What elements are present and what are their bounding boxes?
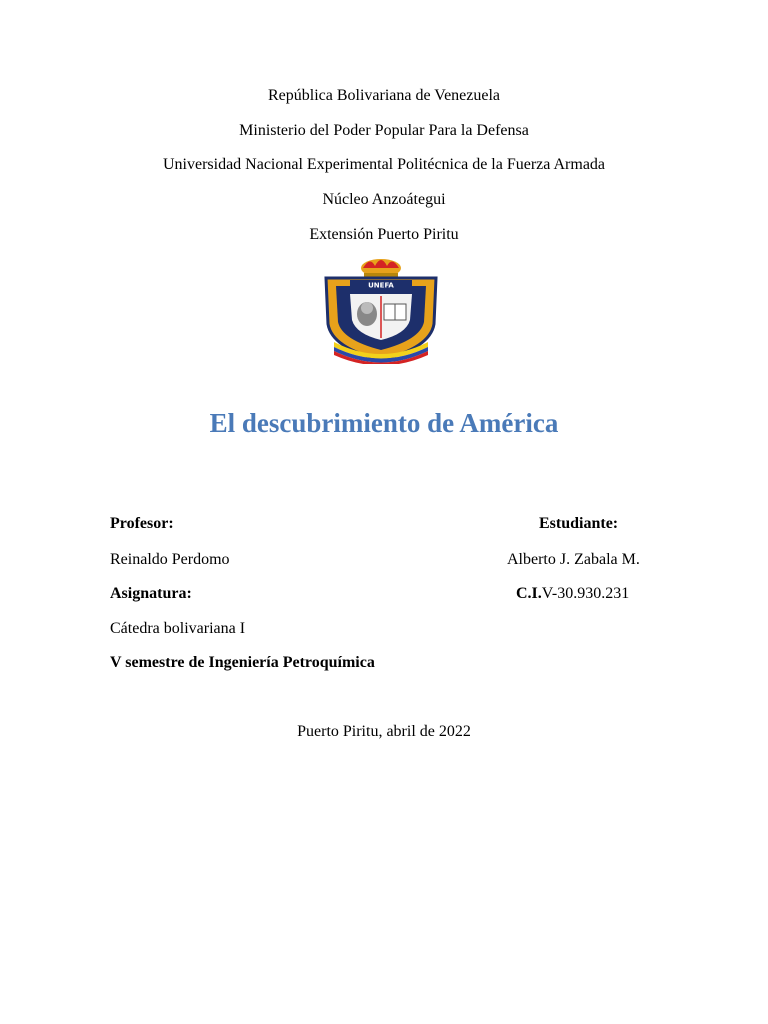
asignatura-label: Asignatura: xyxy=(110,585,192,602)
ci-value: V-30.930.231 xyxy=(541,585,630,602)
institution-line-4: Núcleo Anzoátegui xyxy=(322,191,446,208)
institution-line-2: Ministerio del Poder Popular Para la Defensa xyxy=(239,122,529,139)
place-date: Puerto Piritu, abril de 2022 xyxy=(297,723,471,740)
asignatura-value: Cátedra bolivariana I xyxy=(110,620,246,637)
unefa-seal-logo xyxy=(320,258,442,364)
ci-line xyxy=(516,584,629,604)
estudiante-label: Estudiante: xyxy=(539,515,619,532)
institution-line-1: República Bolivariana de Venezuela xyxy=(267,87,501,104)
institution-line-5: Extensión Puerto Piritu xyxy=(309,226,459,243)
profesor-name: Reinaldo Perdomo xyxy=(110,551,230,568)
logo-text: UNEFA xyxy=(368,281,394,290)
profesor-label: Profesor: xyxy=(110,515,174,532)
estudiante-name: Alberto J. Zabala M. xyxy=(507,551,640,568)
semestre-line: V semestre de Ingeniería Petroquímica xyxy=(110,654,375,671)
ci-label: C.I. xyxy=(516,585,542,602)
institution-line-3: Universidad Nacional Experimental Politécnica de la Fuerza Armada xyxy=(162,156,606,173)
document-title: El descubrimiento de América xyxy=(209,408,559,438)
